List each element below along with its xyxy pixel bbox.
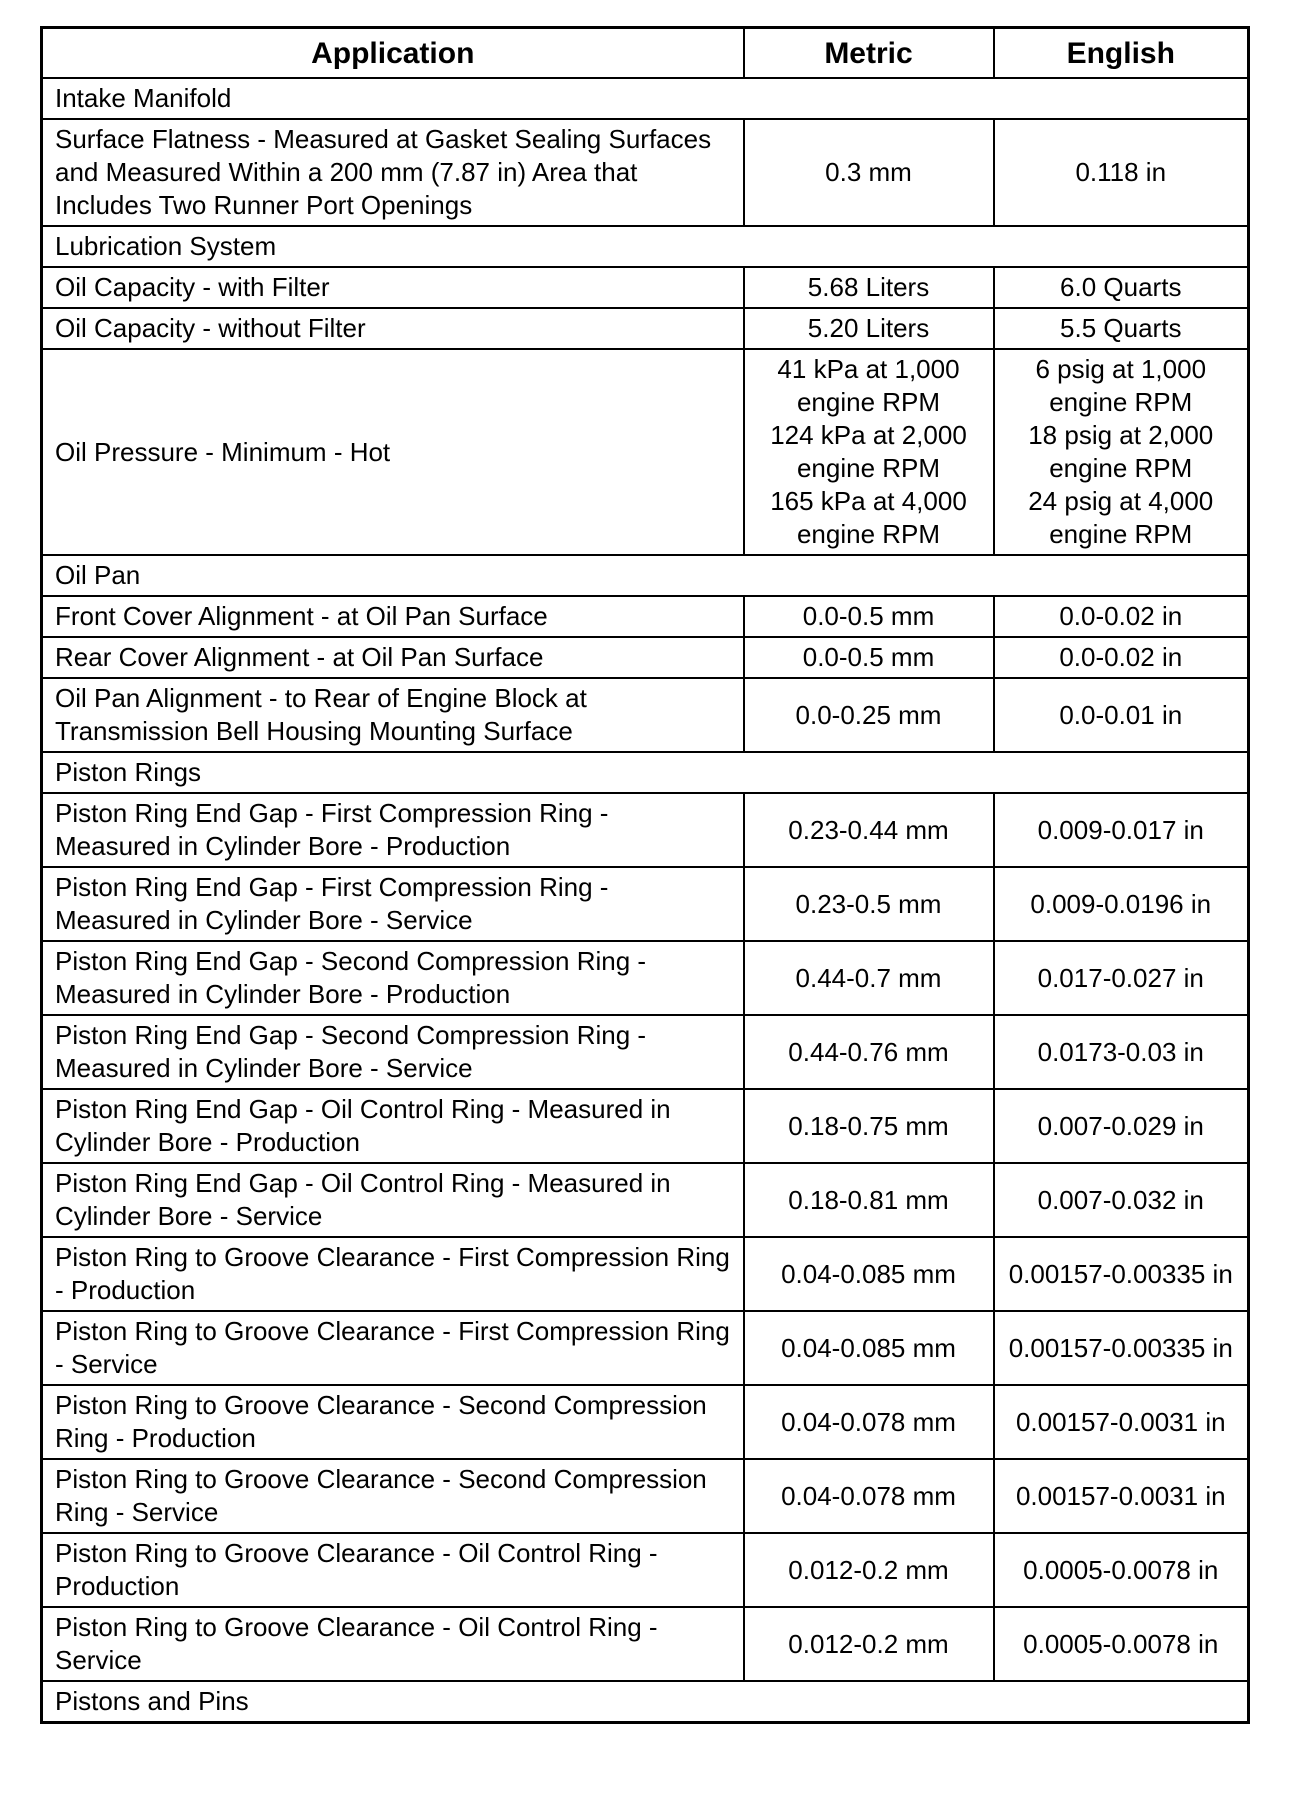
table-row <box>42 1311 1249 1385</box>
table-row <box>42 1607 1249 1681</box>
english-cell: 0.009-0.017 in <box>994 793 1249 867</box>
table-row <box>42 1533 1249 1607</box>
english-value-line: 6 psig at 1,000 engine RPM <box>1035 354 1207 417</box>
english-value-line: 18 psig at 2,000 engine RPM <box>1028 420 1214 483</box>
application-cell: Rear Cover Alignment - at Oil Pan Surface <box>42 637 744 678</box>
metric-cell: 5.20 Liters <box>744 308 994 349</box>
section-title: Lubrication System <box>42 226 1249 267</box>
english-cell: 0.0173-0.03 in <box>994 1015 1249 1089</box>
english-cell: 0.00157-0.00335 in <box>994 1237 1249 1311</box>
table-row <box>42 867 1249 941</box>
metric-value-line: 41 kPa at 1,000 engine RPM <box>777 354 960 417</box>
table-row <box>42 308 1249 349</box>
metric-cell: 0.012-0.2 mm <box>744 1533 994 1607</box>
english-cell: 0.007-0.029 in <box>994 1089 1249 1163</box>
header-row <box>42 28 1249 79</box>
application-cell: Oil Pressure - Minimum - Hot <box>42 349 744 555</box>
application-cell: Piston Ring to Groove Clearance - First Compression Ring - Production <box>42 1237 744 1311</box>
metric-cell <box>744 349 994 555</box>
metric-value-line: 165 kPa at 4,000 engine RPM <box>770 486 967 549</box>
table-row <box>42 119 1249 226</box>
application-cell: Piston Ring End Gap - Second Compression Ring - Measured in Cylinder Bore - Service <box>42 1015 744 1089</box>
metric-cell: 0.04-0.078 mm <box>744 1459 994 1533</box>
metric-cell: 0.44-0.7 mm <box>744 941 994 1015</box>
metric-cell: 0.04-0.085 mm <box>744 1237 994 1311</box>
metric-cell: 0.0-0.5 mm <box>744 637 994 678</box>
metric-cell: 5.68 Liters <box>744 267 994 308</box>
header-english: English <box>994 28 1249 79</box>
metric-cell: 0.18-0.75 mm <box>744 1089 994 1163</box>
section-row <box>42 555 1249 596</box>
english-cell: 5.5 Quarts <box>994 308 1249 349</box>
section-row <box>42 78 1249 119</box>
table-row <box>42 1459 1249 1533</box>
table-row <box>42 1015 1249 1089</box>
english-cell: 0.118 in <box>994 119 1249 226</box>
metric-cell: 0.012-0.2 mm <box>744 1607 994 1681</box>
section-title: Oil Pan <box>42 555 1249 596</box>
application-cell: Piston Ring to Groove Clearance - Oil Control Ring - Service <box>42 1607 744 1681</box>
metric-cell: 0.23-0.44 mm <box>744 793 994 867</box>
application-cell: Oil Capacity - with Filter <box>42 267 744 308</box>
english-cell: 0.0-0.02 in <box>994 637 1249 678</box>
section-title: Intake Manifold <box>42 78 1249 119</box>
specifications-table <box>40 26 1250 1724</box>
english-cell: 0.00157-0.0031 in <box>994 1459 1249 1533</box>
application-cell: Piston Ring End Gap - First Compression Ring - Measured in Cylinder Bore - Service <box>42 867 744 941</box>
english-cell: 0.0-0.02 in <box>994 596 1249 637</box>
metric-value-line: 124 kPa at 2,000 engine RPM <box>770 420 967 483</box>
application-cell: Oil Capacity - without Filter <box>42 308 744 349</box>
metric-cell: 0.18-0.81 mm <box>744 1163 994 1237</box>
metric-cell: 0.3 mm <box>744 119 994 226</box>
application-cell: Oil Pan Alignment - to Rear of Engine Block at Transmission Bell Housing Mounting Surface <box>42 678 744 752</box>
application-cell: Piston Ring End Gap - Second Compression Ring - Measured in Cylinder Bore - Production <box>42 941 744 1015</box>
table-row <box>42 1237 1249 1311</box>
table-body <box>42 78 1249 1723</box>
metric-cell: 0.0-0.25 mm <box>744 678 994 752</box>
header-application: Application <box>42 28 744 79</box>
english-cell: 0.00157-0.00335 in <box>994 1311 1249 1385</box>
table-row <box>42 267 1249 308</box>
table-row <box>42 941 1249 1015</box>
application-cell: Surface Flatness - Measured at Gasket Sealing Surfaces and Measured Within a 200 mm (7.87 in) Area that Includes Two Runner Port Openings <box>42 119 744 226</box>
english-cell: 0.00157-0.0031 in <box>994 1385 1249 1459</box>
metric-cell: 0.04-0.085 mm <box>744 1311 994 1385</box>
application-cell: Piston Ring End Gap - First Compression Ring - Measured in Cylinder Bore - Production <box>42 793 744 867</box>
application-cell: Front Cover Alignment - at Oil Pan Surface <box>42 596 744 637</box>
english-cell: 0.0005-0.0078 in <box>994 1533 1249 1607</box>
table-row <box>42 1089 1249 1163</box>
metric-cell: 0.44-0.76 mm <box>744 1015 994 1089</box>
section-title: Piston Rings <box>42 752 1249 793</box>
section-row <box>42 1681 1249 1723</box>
table-row <box>42 793 1249 867</box>
english-cell: 0.0005-0.0078 in <box>994 1607 1249 1681</box>
application-cell: Piston Ring End Gap - Oil Control Ring - Measured in Cylinder Bore - Service <box>42 1163 744 1237</box>
english-cell: 6.0 Quarts <box>994 267 1249 308</box>
application-cell: Piston Ring to Groove Clearance - Second Compression Ring - Production <box>42 1385 744 1459</box>
metric-cell: 0.23-0.5 mm <box>744 867 994 941</box>
section-row <box>42 752 1249 793</box>
section-row <box>42 226 1249 267</box>
english-value-line: 24 psig at 4,000 engine RPM <box>1028 486 1214 549</box>
section-title: Pistons and Pins <box>42 1681 1249 1723</box>
english-cell <box>994 349 1249 555</box>
application-cell: Piston Ring End Gap - Oil Control Ring - Measured in Cylinder Bore - Production <box>42 1089 744 1163</box>
english-cell: 0.0-0.01 in <box>994 678 1249 752</box>
english-cell: 0.009-0.0196 in <box>994 867 1249 941</box>
table-row <box>42 1385 1249 1459</box>
metric-cell: 0.0-0.5 mm <box>744 596 994 637</box>
english-cell: 0.007-0.032 in <box>994 1163 1249 1237</box>
english-cell: 0.017-0.027 in <box>994 941 1249 1015</box>
metric-cell: 0.04-0.078 mm <box>744 1385 994 1459</box>
header-metric: Metric <box>744 28 994 79</box>
table-row <box>42 596 1249 637</box>
table-row <box>42 1163 1249 1237</box>
table-row <box>42 678 1249 752</box>
application-cell: Piston Ring to Groove Clearance - Second Compression Ring - Service <box>42 1459 744 1533</box>
table-row <box>42 637 1249 678</box>
application-cell: Piston Ring to Groove Clearance - Oil Control Ring - Production <box>42 1533 744 1607</box>
table-row <box>42 349 1249 555</box>
application-cell: Piston Ring to Groove Clearance - First Compression Ring - Service <box>42 1311 744 1385</box>
